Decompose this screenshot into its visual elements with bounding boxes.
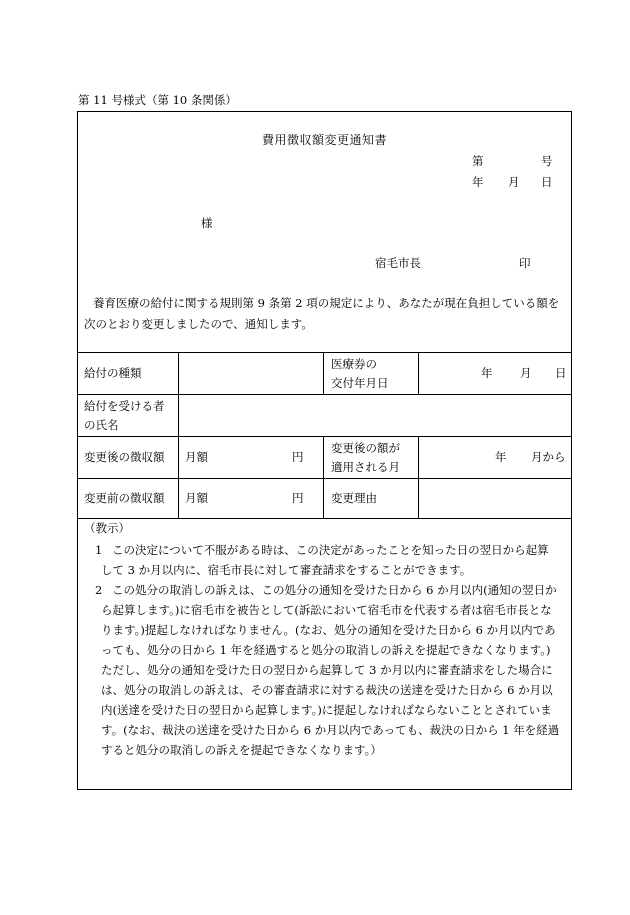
applied-month: 月から	[531, 450, 566, 464]
notice-item2-line-7: 内(送達を受けた日の翌日から起算します。)に提起しなければならないこととされていま	[101, 703, 552, 717]
applied-year: 年	[495, 450, 507, 464]
notice-item2-line-6: は、処分の取消しの訴えは、その審査請求に対する裁決の送達を受けた日から 6 か月以	[101, 683, 553, 697]
card-date-label-2: 交付年月日	[331, 376, 389, 390]
recipient-label-2: の氏名	[84, 418, 119, 432]
intro-line-2: 次のとおり変更しましたので、通知します。	[84, 317, 313, 331]
date-year-label: 年	[472, 175, 484, 189]
table-row-line-2	[77, 436, 572, 437]
notice-item2-line-4: っても、処分の日から 1 年を経過すると処分の取消しの訴えを提起できなくなります。)	[101, 643, 551, 657]
table-col-line-3b	[418, 436, 419, 518]
table-col-line-2a	[323, 352, 324, 394]
issuer-name: 宿毛市長	[375, 256, 421, 270]
notice-item2-number: 2	[95, 583, 103, 597]
table-row-line-3	[77, 478, 572, 479]
applied-label-1: 変更後の額が	[331, 441, 400, 455]
number-prefix: 第	[472, 154, 484, 168]
notice-item2-line-5: ただし、処分の通知を受けた日の翌日から起算して 3 か月以内に審査請求をした場合に	[101, 663, 553, 677]
date-day-label: 日	[541, 175, 553, 189]
notice-item1-line-2: して 3 か月以内に、宿毛市長に対して審査請求をすることができます。	[101, 563, 472, 577]
card-year: 年	[481, 366, 493, 380]
table-top-line	[77, 352, 572, 353]
kind-label: 給付の種類	[84, 366, 142, 380]
card-day: 日	[555, 366, 567, 380]
before-monthly: 月額	[185, 491, 208, 505]
notice-heading: （教示）	[84, 521, 130, 535]
before-label: 変更前の徴収額	[84, 491, 165, 505]
number-suffix: 号	[541, 154, 553, 168]
after-label: 変更後の徴収額	[84, 450, 165, 464]
table-row-line-1	[77, 394, 572, 395]
notice-item2-line-9: すると処分の取消しの訴えを提起できなくなります。）	[101, 743, 382, 757]
card-date-label-1: 医療券の	[331, 357, 377, 371]
notice-item2-line-2: ら起算します。)に宿毛市を被告として(訴訟において宿毛市を代表する者は宿毛市長とな	[101, 603, 552, 617]
seal-mark: 印	[519, 256, 531, 270]
date-month-label: 月	[508, 175, 520, 189]
addressee-suffix: 様	[201, 216, 213, 230]
notice-item2-line-1: この処分の取消しの訴えは、この処分の通知を受けた日から 6 か月以内(通知の翌日か	[112, 583, 557, 597]
document-title: 費用徴収額変更通知書	[262, 133, 388, 147]
notice-item1-line-1: この決定について不服がある時は、この決定があったことを知った日の翌日から起算	[112, 543, 549, 557]
after-yen: 円	[292, 450, 304, 464]
table-bottom-line	[77, 518, 572, 519]
form-label: 第 11 号様式（第 10 条関係）	[78, 93, 237, 107]
table-col-line-2b	[323, 436, 324, 518]
table-col-line-3a	[418, 352, 419, 394]
notice-item1-number: 1	[95, 543, 103, 557]
notice-item2-line-8: す。(なお、裁決の送達を受けた日から 6 か月以内であっても、裁決の日から 1 年を経過	[101, 723, 560, 737]
notice-item2-line-3: ります。)提起しなければなりません。(なお、処分の通知を受けた日から 6 か月以内であ	[101, 623, 556, 637]
card-month: 月	[520, 366, 532, 380]
reason-label: 変更理由	[331, 491, 377, 505]
table-col-line-1	[178, 352, 179, 518]
recipient-label-1: 給付を受ける者	[84, 399, 165, 413]
after-monthly: 月額	[185, 450, 208, 464]
before-yen: 円	[292, 491, 304, 505]
intro-line-1: 養育医療の給付に関する規則第 9 条第 2 項の規定により、あなたが現在負担している額を	[93, 296, 560, 310]
applied-label-2: 適用される月	[331, 460, 400, 474]
